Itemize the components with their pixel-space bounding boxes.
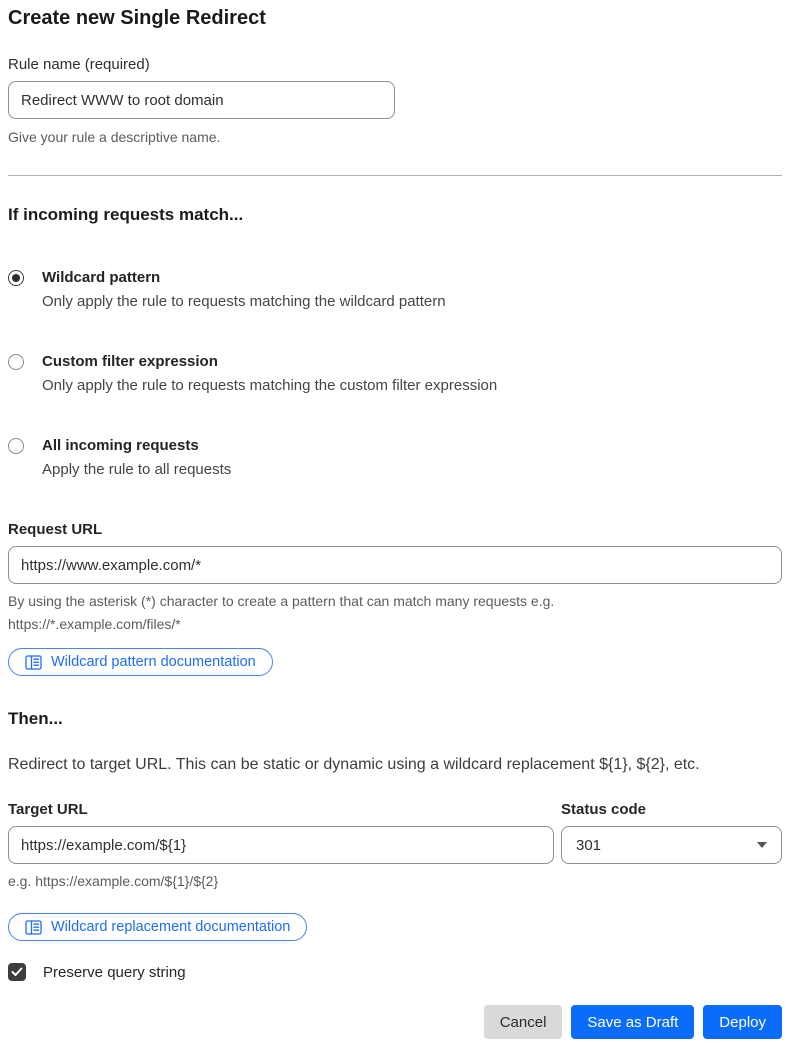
rule-name-input[interactable] [8,81,395,119]
radio-option-texts [42,353,497,395]
radio-option-wildcard-pattern[interactable] [8,269,782,311]
target-row [8,801,782,893]
caret-down-icon [757,842,767,848]
radio-option-custom-filter[interactable] [8,353,782,395]
target-url-input[interactable] [8,826,554,864]
status-code-select[interactable] [561,826,782,864]
book-icon [25,920,42,935]
radio-button-icon[interactable] [8,438,24,454]
radio-option-description: Only apply the rule to requests matching the wildcard pattern [42,293,446,310]
request-url-helper [8,590,782,636]
section-divider [8,175,782,176]
match-section-heading: If incoming requests match... [8,205,244,224]
radio-option-texts [42,437,231,479]
status-code-value: 301 [576,836,602,854]
then-section-heading: Then... [8,709,63,728]
request-url-input[interactable] [8,546,782,584]
radio-option-description: Apply the rule to all requests [42,461,232,478]
radio-option-all-requests[interactable] [8,437,782,479]
radio-option-description: Only apply the rule to requests matching the custom filter expression [42,377,498,394]
target-url-helper: e.g. https://example.com/${1}/${2} [8,873,219,889]
footer-actions [8,1005,782,1039]
preserve-query-string-option[interactable] [8,963,782,981]
checkbox-checked-icon[interactable] [8,963,26,981]
request-url-helper-line2: https://*.example.com/files/* [8,616,181,632]
request-url-label: Request URL [8,521,103,538]
target-url-column [8,801,554,893]
radio-option-texts [42,269,446,311]
status-code-column [561,801,782,893]
preserve-query-string-label: Preserve query string [43,963,186,981]
cancel-button[interactable]: Cancel [484,1005,563,1039]
status-code-label: Status code [561,801,647,818]
deploy-button[interactable]: Deploy [703,1005,782,1039]
wildcard-pattern-docs-label: Wildcard pattern documentation [51,654,256,670]
then-section-description: Redirect to target URL. This can be static or dynamic using a wildcard replacement ${1}, ${2}, etc. [8,756,700,773]
radio-option-label: Custom filter expression [42,353,218,370]
radio-option-label: Wildcard pattern [42,269,161,286]
wildcard-pattern-docs-button[interactable] [8,648,273,676]
radio-option-label: All incoming requests [42,437,199,454]
rule-name-helper: Give your rule a descriptive name. [8,129,221,145]
target-url-label: Target URL [8,801,88,818]
wildcard-replacement-docs-label: Wildcard replacement documentation [51,919,291,935]
rule-name-label: Rule name (required) [8,56,150,73]
book-icon [25,655,42,670]
request-url-helper-line1: By using the asterisk (*) character to create a pattern that can match many requests e.g. [8,593,555,609]
check-icon [11,967,23,977]
radio-button-icon[interactable] [8,354,24,370]
radio-button-icon[interactable] [8,270,24,286]
page-title: Create new Single Redirect [8,7,266,29]
wildcard-replacement-docs-button[interactable] [8,913,307,941]
save-as-draft-button[interactable]: Save as Draft [571,1005,694,1039]
